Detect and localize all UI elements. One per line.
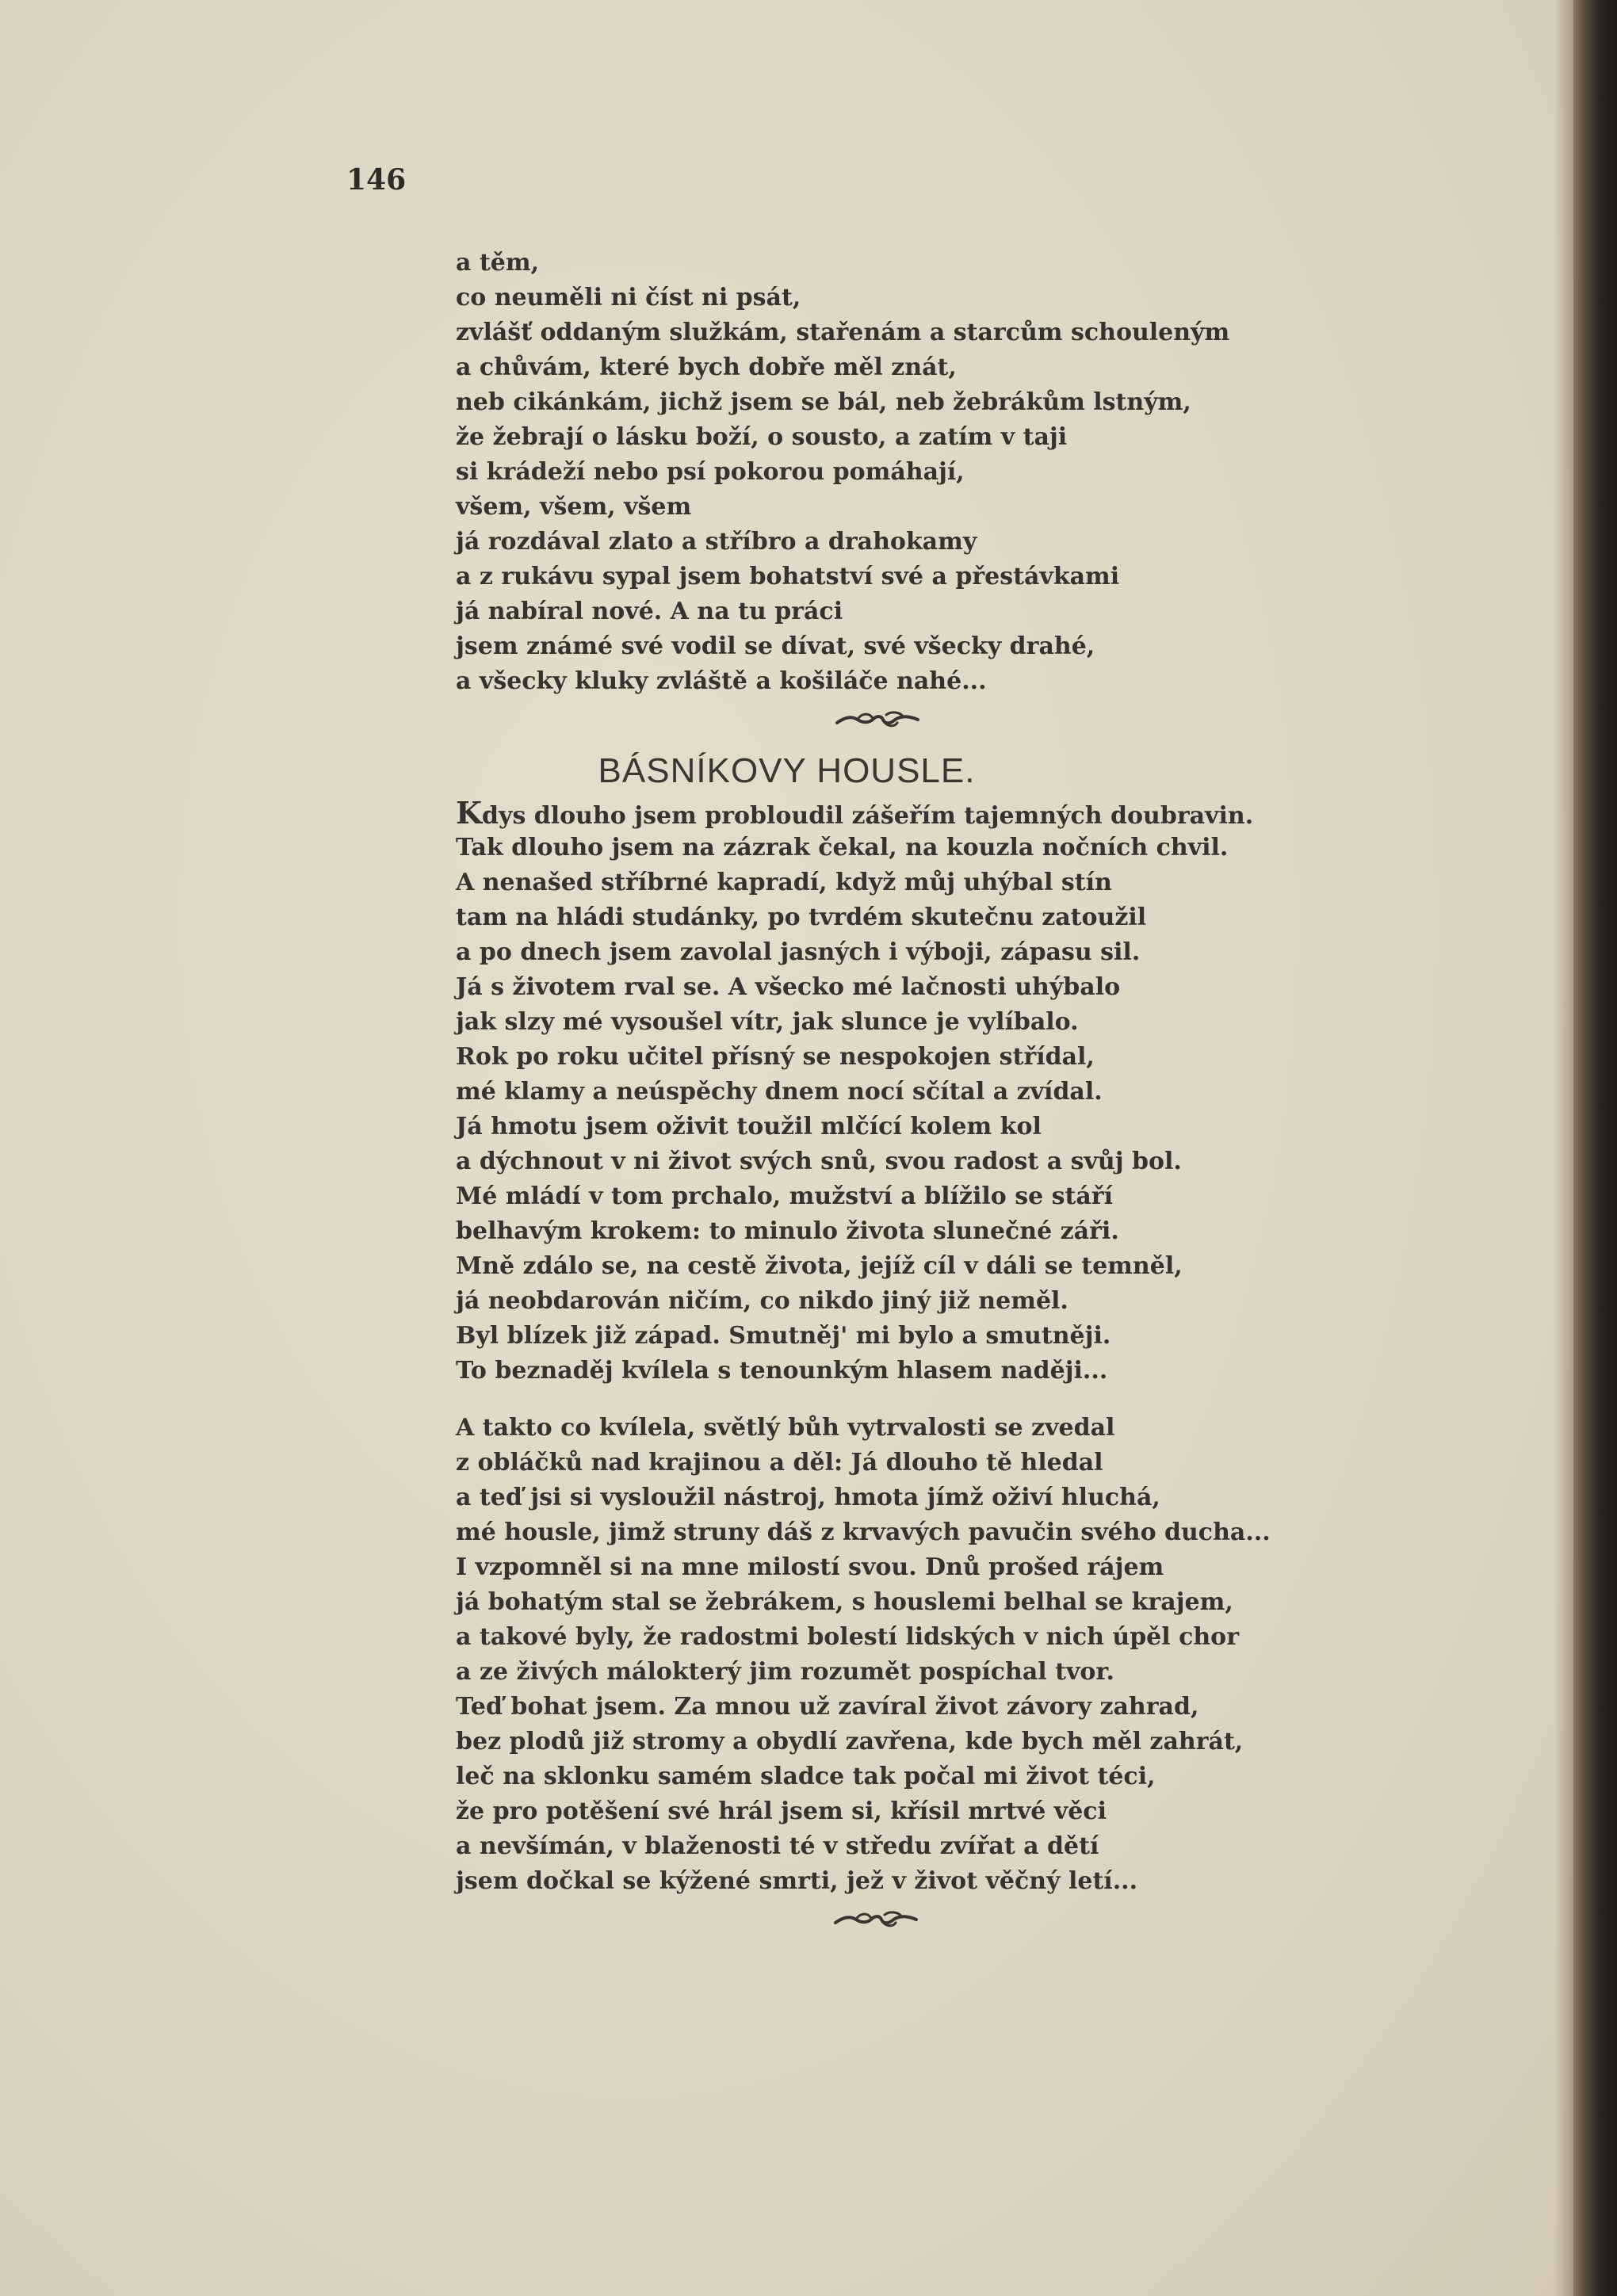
verse-line: belhavým krokem: to minulo života slunečné záři. [456,1217,1119,1245]
verse-line: a nevšímán, v blaženosti té v středu zvířat a dětí [456,1832,1099,1860]
verse-line: že pro potěšení své hrál jsem si, křísil mrtvé věci [456,1797,1107,1825]
verse-line: Mně zdálo se, na cestě života, jejíž cíl v dáli se temněl, [456,1252,1183,1280]
verse-line: I vzpomněl si na mne milostí svou. Dnů prošed rájem [456,1553,1164,1581]
book-binding-gutter [1573,0,1617,2296]
verse-line: já neobdarován ničím, co nikdo jiný již neměl. [456,1287,1068,1315]
verse-line: jsem známé své vodil se dívat, své všecky drahé, [456,632,1095,660]
verse-line: a z rukávu sypal jsem bohatství své a přestávkami [456,563,1120,590]
verse-line: a všecky kluky zvláště a košiláče nahé... [456,667,987,695]
verse-line: Tak dlouho jsem na zázrak čekal, na kouzla nočních chvil. [456,834,1229,861]
verse-line: Já s životem rval se. A všecko mé lačnosti uhýbalo [456,973,1121,1001]
verse-line: Já hmotu jsem oživit toužil mlčící kolem kol [456,1113,1042,1140]
fleuron-ornament-icon [832,1908,919,1931]
verse-line: a dýchnout v ni život svých snů, svou radost a svůj bol. [456,1148,1182,1175]
page-edge-shadow [1554,0,1573,2296]
verse-line: zvlášť oddaným služkám, stařenám a starcům schouleným [456,319,1230,346]
verse-line: a chůvám, které bych dobře měl znát, [456,353,957,381]
page-number: 146 [346,163,407,197]
poem-title: BÁSNÍKOVY HOUSLE. [598,751,976,790]
verse-line: a ze živých málokterý jim rozumět pospíchal tvor. [456,1658,1114,1686]
verse-line: jak slzy mé vysoušel vítr, jak slunce je vylíbalo. [456,1008,1079,1036]
verse-line: že žebrají o lásku boží, o sousto, a zatím v taji [456,423,1068,451]
drop-cap: K [456,795,483,831]
verse-line: tam na hládi studánky, po tvrdém skutečnu zatoužil [456,904,1147,931]
verse-line [456,796,1253,831]
verse-line: všem, všem, všem [456,493,692,521]
verse-line: já rozdával zlato a stříbro a drahokamy [456,528,977,556]
verse-line: mé housle, jimž struny dáš z krvavých pavučin svého ducha... [456,1519,1271,1546]
verse-line: co neuměli ni číst ni psát, [456,284,801,311]
verse-line: A takto co kvílela, světlý bůh vytrvalosti se zvedal [456,1414,1115,1442]
verse-line: Mé mládí v tom prchalo, mužství a blížilo se stáří [456,1182,1114,1210]
verse-line: a těm, [456,249,540,277]
verse-line: jsem dočkal se kýžené smrti, jež v život věčný letí... [456,1867,1138,1895]
poem-stanza-1 [456,796,1253,1389]
verse-line: a takové byly, že radostmi bolestí lidských v nich úpěl chor [456,1623,1239,1651]
verse-line: z obláčků nad krajinou a děl: Já dlouho tě hledal [456,1449,1103,1477]
poem-stanza-2 [456,1411,1271,1899]
verse-line: bez plodů již stromy a obydlí zavřena, kde bych měl zahrát, [456,1728,1244,1755]
fleuron-ornament-icon [834,708,921,732]
verse-line: To beznaděj kvílela s tenounkým hlasem naději... [456,1357,1108,1385]
verse-line: já nabíral nové. A na tu práci [456,598,843,625]
verse-line: leč na sklonku samém sladce tak počal mi život téci, [456,1763,1156,1790]
verse-line: Byl blízek již západ. Smutněj' mi bylo a smutněji. [456,1322,1111,1350]
verse-line: si krádeží nebo psí pokorou pomáhají, [456,458,965,486]
poem-continuation [456,246,1229,699]
verse-line: mé klamy a neúspěchy dnem nocí sčítal a zvídal. [456,1078,1103,1106]
verse-line-text: dys dlouho jsem probloudil zášeřím tajemných doubravin. [482,802,1254,830]
verse-line: já bohatým stal se žebrákem, s houslemi belhal se krajem, [456,1588,1233,1616]
verse-line: Teď bohat jsem. Za mnou už zavíral život závory zahrad, [456,1693,1199,1721]
verse-line: neb cikánkám, jichž jsem se bál, neb žebrákům lstným, [456,388,1191,416]
verse-line: a teď jsi si vysloužil nástroj, hmota jímž oživí hluchá, [456,1484,1160,1511]
verse-line: Rok po roku učitel přísný se nespokojen střídal, [456,1043,1095,1071]
verse-line: A nenašed stříbrné kapradí, když můj uhýbal stín [456,869,1112,896]
verse-line: a po dnech jsem zavolal jasných i výboji, zápasu sil. [456,938,1141,966]
